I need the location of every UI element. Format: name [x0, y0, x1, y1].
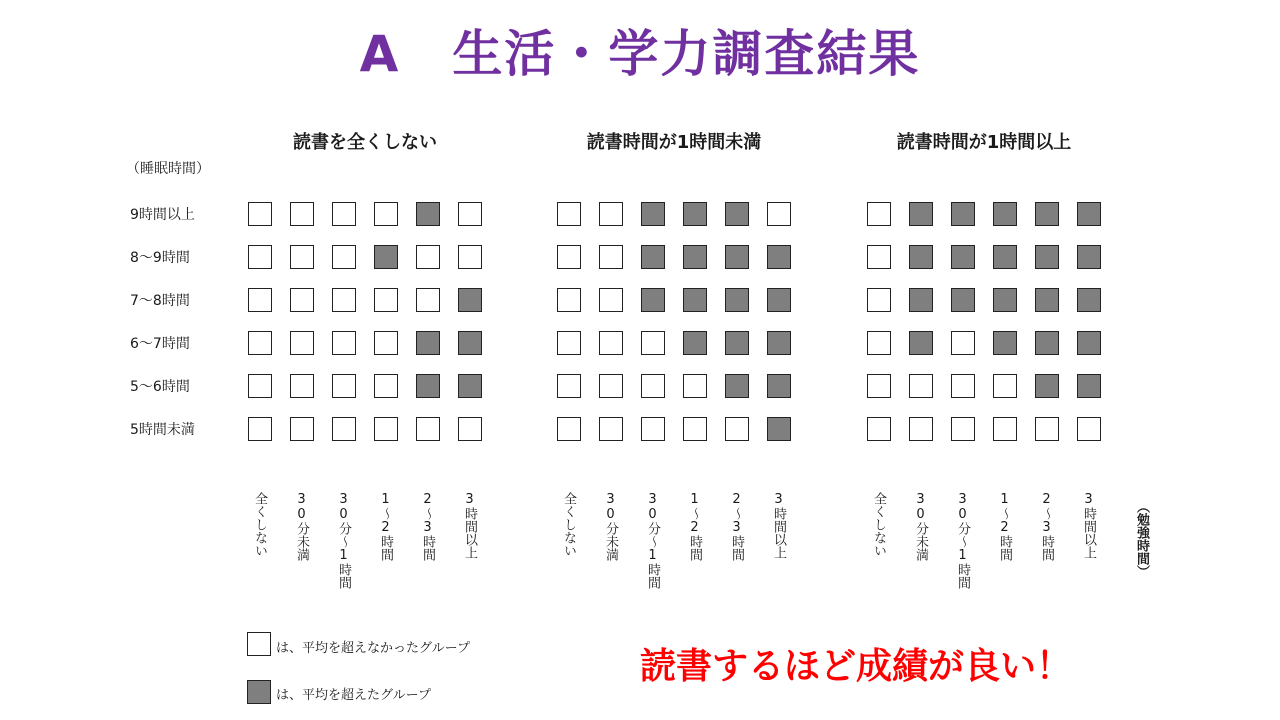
- cell-above-average: [725, 202, 749, 226]
- cell-below-average: [683, 417, 707, 441]
- x-axis-label: （勉強時間）: [1134, 500, 1149, 578]
- cell-below-average: [332, 288, 356, 312]
- cell-below-average: [599, 374, 623, 398]
- cell-below-average: [557, 331, 581, 355]
- legend-swatch-above-average: [247, 680, 271, 704]
- cell-below-average: [290, 288, 314, 312]
- legend-label-below-average: は、平均を超えなかったグループ: [276, 641, 470, 656]
- cell-above-average: [909, 288, 933, 312]
- column-label: 2～3時間: [1039, 492, 1054, 561]
- cell-above-average: [416, 374, 440, 398]
- cell-above-average: [1035, 288, 1059, 312]
- cell-above-average: [374, 245, 398, 269]
- cell-above-average: [683, 202, 707, 226]
- cell-above-average: [683, 288, 707, 312]
- cell-above-average: [1077, 202, 1101, 226]
- legend-swatch-below-average: [247, 632, 271, 656]
- cell-below-average: [599, 245, 623, 269]
- cell-above-average: [458, 331, 482, 355]
- cell-below-average: [248, 288, 272, 312]
- cell-below-average: [248, 374, 272, 398]
- cell-below-average: [557, 288, 581, 312]
- cell-above-average: [767, 288, 791, 312]
- cell-below-average: [767, 202, 791, 226]
- row-label: 8～9時間: [130, 250, 190, 266]
- cell-below-average: [599, 202, 623, 226]
- cell-below-average: [374, 288, 398, 312]
- cell-above-average: [993, 331, 1017, 355]
- cell-above-average: [416, 202, 440, 226]
- cell-below-average: [641, 417, 665, 441]
- cell-above-average: [416, 331, 440, 355]
- cell-below-average: [599, 331, 623, 355]
- column-label: 3時間以上: [1081, 492, 1096, 559]
- cell-below-average: [867, 288, 891, 312]
- cell-above-average: [1035, 202, 1059, 226]
- cell-above-average: [641, 245, 665, 269]
- cell-above-average: [641, 288, 665, 312]
- cell-above-average: [725, 245, 749, 269]
- column-label: 30分～1時間: [645, 492, 660, 589]
- panel-title: 読書を全くしない: [293, 132, 437, 153]
- cell-below-average: [641, 331, 665, 355]
- cell-below-average: [557, 374, 581, 398]
- cell-below-average: [1077, 417, 1101, 441]
- legend-label-above-average: は、平均を超えたグループ: [276, 688, 431, 703]
- cell-below-average: [867, 374, 891, 398]
- cell-below-average: [1035, 417, 1059, 441]
- cell-above-average: [951, 245, 975, 269]
- panel-title: 読書時間が1時間未満: [586, 132, 762, 153]
- cell-below-average: [993, 417, 1017, 441]
- cell-below-average: [416, 417, 440, 441]
- cell-below-average: [557, 202, 581, 226]
- cell-below-average: [332, 202, 356, 226]
- cell-below-average: [458, 202, 482, 226]
- y-axis-label: （睡眠時間）: [126, 161, 210, 177]
- cell-above-average: [951, 202, 975, 226]
- cell-above-average: [683, 245, 707, 269]
- conclusion-text: 読書するほど成績が良い！: [640, 646, 1073, 687]
- cell-above-average: [458, 374, 482, 398]
- row-label: 6～7時間: [130, 336, 190, 352]
- column-label: 30分～1時間: [336, 492, 351, 589]
- column-label: 1～2時間: [378, 492, 393, 561]
- cell-below-average: [374, 374, 398, 398]
- cell-below-average: [374, 202, 398, 226]
- cell-below-average: [725, 417, 749, 441]
- cell-below-average: [993, 374, 1017, 398]
- cell-below-average: [599, 288, 623, 312]
- column-label: 30分未満: [913, 492, 928, 561]
- row-label: 7～8時間: [130, 293, 190, 309]
- column-label: 1～2時間: [997, 492, 1012, 561]
- cell-above-average: [993, 288, 1017, 312]
- cell-below-average: [332, 245, 356, 269]
- cell-above-average: [767, 331, 791, 355]
- column-label: 全くしない: [252, 492, 267, 557]
- cell-below-average: [867, 202, 891, 226]
- cell-below-average: [641, 374, 665, 398]
- cell-below-average: [290, 245, 314, 269]
- cell-above-average: [1077, 374, 1101, 398]
- column-label: 2～3時間: [729, 492, 744, 561]
- cell-below-average: [374, 331, 398, 355]
- cell-below-average: [557, 245, 581, 269]
- row-label: 5～6時間: [130, 379, 190, 395]
- cell-above-average: [1035, 245, 1059, 269]
- cell-below-average: [951, 417, 975, 441]
- cell-above-average: [1035, 331, 1059, 355]
- cell-above-average: [458, 288, 482, 312]
- cell-below-average: [909, 374, 933, 398]
- cell-below-average: [909, 417, 933, 441]
- cell-below-average: [290, 374, 314, 398]
- column-label: 30分～1時間: [955, 492, 970, 589]
- cell-below-average: [248, 331, 272, 355]
- row-label: 9時間以上: [130, 207, 195, 223]
- cell-below-average: [332, 331, 356, 355]
- column-label: 2～3時間: [420, 492, 435, 561]
- cell-below-average: [683, 374, 707, 398]
- cell-above-average: [641, 202, 665, 226]
- cell-below-average: [867, 331, 891, 355]
- cell-above-average: [725, 288, 749, 312]
- cell-above-average: [909, 202, 933, 226]
- row-label: 5時間未満: [130, 422, 195, 438]
- page-title: A 生活・学力調査結果: [359, 25, 921, 83]
- cell-below-average: [867, 245, 891, 269]
- cell-below-average: [374, 417, 398, 441]
- cell-below-average: [557, 417, 581, 441]
- cell-below-average: [248, 417, 272, 441]
- cell-above-average: [909, 331, 933, 355]
- cell-above-average: [683, 331, 707, 355]
- column-label: 30分未満: [294, 492, 309, 561]
- column-label: 全くしない: [871, 492, 886, 557]
- cell-above-average: [1035, 374, 1059, 398]
- cell-above-average: [1077, 331, 1101, 355]
- cell-below-average: [458, 417, 482, 441]
- cell-below-average: [951, 331, 975, 355]
- cell-below-average: [599, 417, 623, 441]
- cell-below-average: [248, 202, 272, 226]
- cell-below-average: [867, 417, 891, 441]
- cell-below-average: [290, 202, 314, 226]
- cell-below-average: [951, 374, 975, 398]
- cell-above-average: [767, 245, 791, 269]
- cell-below-average: [332, 374, 356, 398]
- column-label: 1～2時間: [687, 492, 702, 561]
- cell-below-average: [248, 245, 272, 269]
- cell-below-average: [458, 245, 482, 269]
- cell-above-average: [725, 374, 749, 398]
- cell-above-average: [767, 374, 791, 398]
- panel-title: 読書時間が1時間以上: [896, 132, 1072, 153]
- column-label: 全くしない: [561, 492, 576, 557]
- cell-above-average: [993, 245, 1017, 269]
- cell-above-average: [1077, 245, 1101, 269]
- cell-below-average: [416, 245, 440, 269]
- column-label: 3時間以上: [462, 492, 477, 559]
- cell-above-average: [951, 288, 975, 312]
- cell-below-average: [290, 417, 314, 441]
- column-label: 3時間以上: [771, 492, 786, 559]
- cell-above-average: [1077, 288, 1101, 312]
- cell-above-average: [909, 245, 933, 269]
- cell-below-average: [332, 417, 356, 441]
- cell-below-average: [290, 331, 314, 355]
- column-label: 30分未満: [603, 492, 618, 561]
- cell-above-average: [725, 331, 749, 355]
- cell-above-average: [767, 417, 791, 441]
- cell-below-average: [416, 288, 440, 312]
- cell-above-average: [993, 202, 1017, 226]
